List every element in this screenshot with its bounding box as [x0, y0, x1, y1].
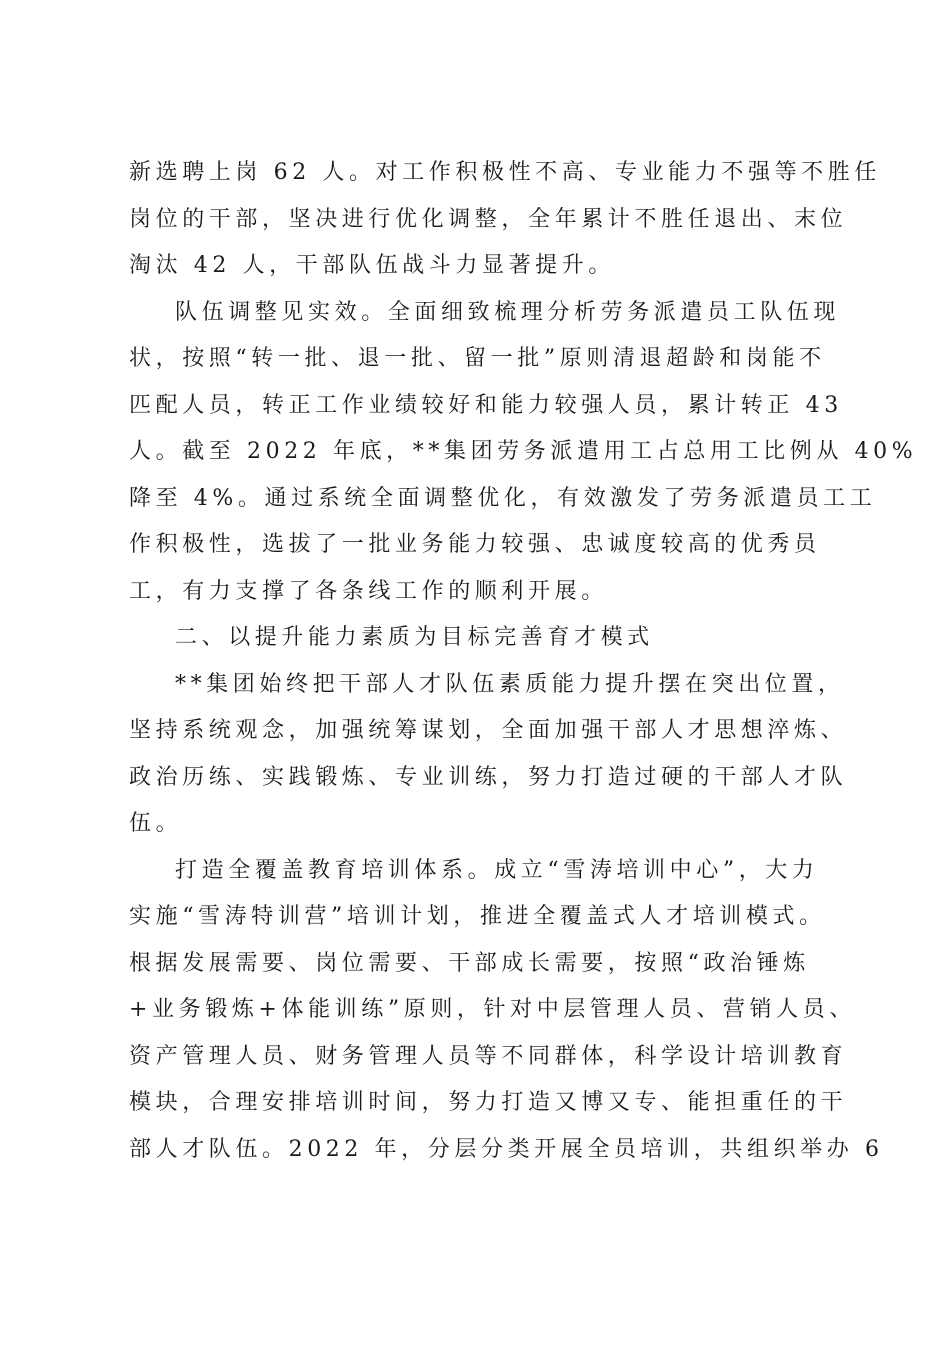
- document-body: [129, 150, 918, 1173]
- section-heading: 二、以提升能力素质为目标完善育才模式: [175, 625, 654, 650]
- text-line: 工，有力支撑了各条线工作的顺利开展。: [129, 578, 608, 604]
- text-line: 资产管理人员、财务管理人员等不同群体，科学设计培训教育: [129, 1043, 848, 1069]
- text-line: +业务锻炼+体能训练”原则，针对中层管理人员、营销人员、: [129, 997, 856, 1022]
- paragraph-start-line: **集团始终把干部人才队伍素质能力提升摆在突出位置，: [175, 671, 845, 697]
- text-line: 模块，合理安排培训时间，努力打造又博又专、能担重任的干: [129, 1090, 848, 1115]
- text-line: 岗位的干部，坚决进行优化调整，全年累计不胜任退出、末位: [129, 206, 848, 232]
- text-line: 部人才队伍。2022 年，分层分类开展全员培训，共组织举办 6: [129, 1136, 884, 1162]
- text-line: 政治历练、实践锻炼、专业训练，努力打造过硬的干部人才队: [129, 764, 848, 790]
- text-line: 新选聘上岗 62 人。对工作积极性不高、专业能力不强等不胜任: [129, 160, 881, 185]
- text-line: 人。截至 2022 年底，**集团劳务派遣用工占总用工比例从 40%: [129, 439, 918, 464]
- text-line: 根据发展需要、岗位需要、干部成长需要，按照“政治锤炼: [129, 950, 810, 976]
- text-line: 坚持系统观念，加强统筹谋划，全面加强干部人才思想淬炼、: [129, 718, 848, 743]
- paragraph-start-line: 队伍调整见实效。全面细致梳理分析劳务派遣员工队伍现: [175, 299, 841, 325]
- text-line: 状，按照“转一批、退一批、留一批”原则清退超龄和岗能不: [129, 346, 826, 371]
- text-line: 淘汰 42 人，干部队伍战斗力显著提升。: [129, 253, 615, 278]
- paragraph-start-line: 打造全覆盖教育培训体系。成立“雪涛培训中心”，大力: [175, 857, 819, 883]
- text-line: 匹配人员，转正工作业绩较好和能力较强人员，累计转正 43: [129, 392, 843, 418]
- text-line: 降至 4%。通过系统全面调整优化，有效激发了劳务派遣员工工: [129, 485, 877, 511]
- text-line: 实施“雪涛特训营”培训计划，推进全覆盖式人才培训模式。: [129, 904, 826, 929]
- text-line: 伍。: [129, 811, 183, 836]
- text-line: 作积极性，选拔了一批业务能力较强、忠诚度较高的优秀员: [129, 532, 821, 557]
